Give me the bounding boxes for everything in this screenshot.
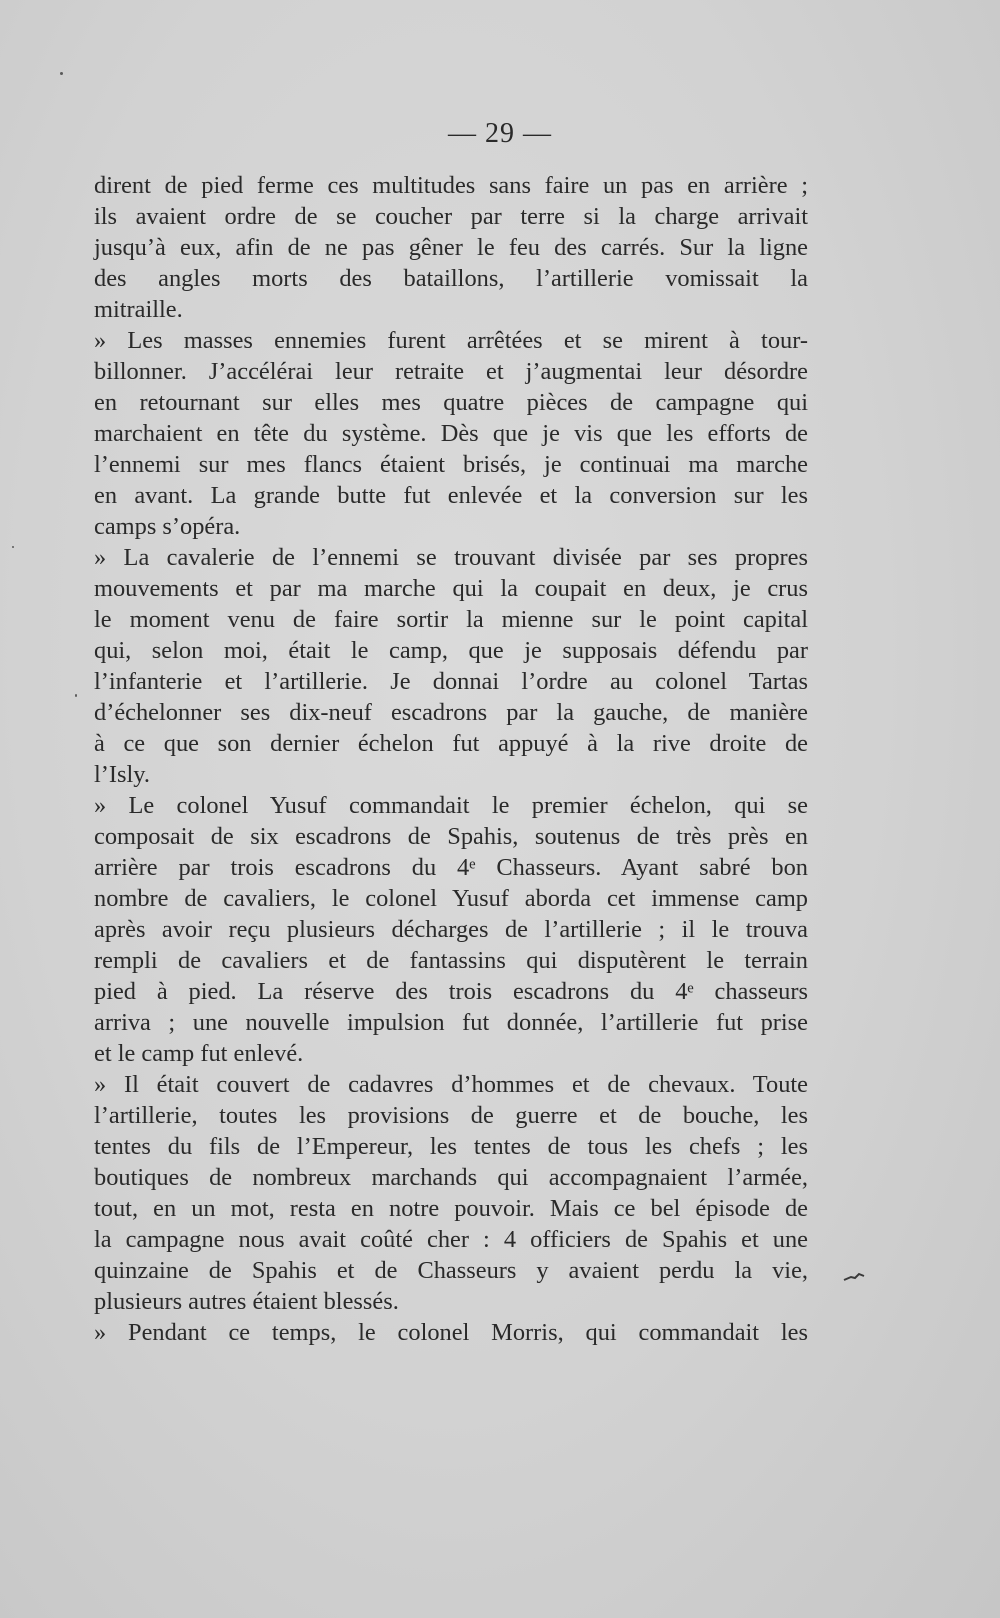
text-line: jusqu’à eux, afin de ne pas gêner le feu des carrés. Sur la ligne (94, 234, 808, 261)
text-line: dirent de pied ferme ces multitudes sans faire un pas en arrière ; (94, 172, 808, 199)
text-line: ils avaient ordre de se coucher par terre si la charge arrivait (94, 203, 808, 230)
text-line: des angles morts des bataillons, l’artillerie vomissait la (94, 265, 808, 292)
body-text (94, 170, 808, 1348)
text-line: » Les masses ennemies furent arrêtées et se mirent à tour- (94, 327, 808, 354)
text-line: camps s’opéra. (94, 513, 241, 540)
text-line: boutiques de nombreux marchands qui accompagnaient l’armée, (94, 1164, 808, 1191)
text-line: » Pendant ce temps, le colonel Morris, qui commandait les (94, 1319, 808, 1346)
text-line: rempli de cavaliers et de fantassins qui disputèrent le terrain (94, 947, 808, 974)
text-line: nombre de cavaliers, le colonel Yusuf aborda cet immense camp (94, 885, 808, 912)
text-line: en retournant sur elles mes quatre pièces de campagne qui (94, 389, 808, 416)
text-line: l’ennemi sur mes flancs étaient brisés, je continuai ma marche (94, 451, 808, 478)
text-line: d’échelonner ses dix-neuf escadrons par la gauche, de manière (94, 699, 808, 726)
text-line: mouvements et par ma marche qui la coupait en deux, je crus (94, 575, 808, 602)
text-line: qui, selon moi, était le camp, que je supposais défendu par (94, 637, 808, 664)
text-line: l’infanterie et l’artillerie. Je donnai l’ordre au colonel Tartas (94, 668, 808, 695)
text-line: quinzaine de Spahis et de Chasseurs y avaient perdu la vie, (94, 1257, 808, 1284)
text-line: à ce que son dernier échelon fut appuyé à la rive droite de (94, 730, 808, 757)
text-line: mitraille. (94, 296, 183, 323)
scan-speck (12, 546, 14, 548)
scan-speck (60, 72, 63, 75)
text-line: composait de six escadrons de Spahis, soutenus de très près en (94, 823, 808, 850)
text-line: » Il était couvert de cadavres d’hommes et de chevaux. Toute (94, 1071, 808, 1098)
text-line: en avant. La grande butte fut enlevée et la conversion sur les (94, 482, 808, 509)
page-number: — 29 — (448, 118, 552, 149)
text-line: billonner. J’accélérai leur retraite et j’augmentai leur désordre (94, 358, 808, 385)
text-line: l’Isly. (94, 761, 150, 788)
text-line: le moment venu de faire sortir la mienne sur le point capital (94, 606, 808, 633)
scan-speck (75, 694, 77, 697)
text-line: l’artillerie, toutes les provisions de guerre et de bouche, les (94, 1102, 808, 1129)
text-line: après avoir reçu plusieurs décharges de l’artillerie ; il le trouva (94, 916, 808, 943)
text-line: tentes du fils de l’Empereur, les tentes de tous les chefs ; les (94, 1133, 808, 1160)
text-line: la campagne nous avait coûté cher : 4 officiers de Spahis et une (94, 1226, 808, 1253)
ink-smudge-mark (843, 1272, 865, 1282)
text-line: tout, en un mot, resta en notre pouvoir. Mais ce bel épisode de (94, 1195, 808, 1222)
text-line: » La cavalerie de l’ennemi se trouvant divisée par ses propres (94, 544, 808, 571)
text-line: et le camp fut enlevé. (94, 1040, 304, 1067)
text-line: marchaient en tête du système. Dès que je vis que les efforts de (94, 420, 808, 447)
text-line: plusieurs autres étaient blessés. (94, 1288, 399, 1315)
text-line: arriva ; une nouvelle impulsion fut donnée, l’artillerie fut prise (94, 1009, 808, 1036)
text-line: pied à pied. La réserve des trois escadrons du 4ᵉ chasseurs (94, 978, 808, 1005)
text-line: » Le colonel Yusuf commandait le premier échelon, qui se (94, 792, 808, 819)
text-line: arrière par trois escadrons du 4ᵉ Chasseurs. Ayant sabré bon (94, 854, 808, 881)
